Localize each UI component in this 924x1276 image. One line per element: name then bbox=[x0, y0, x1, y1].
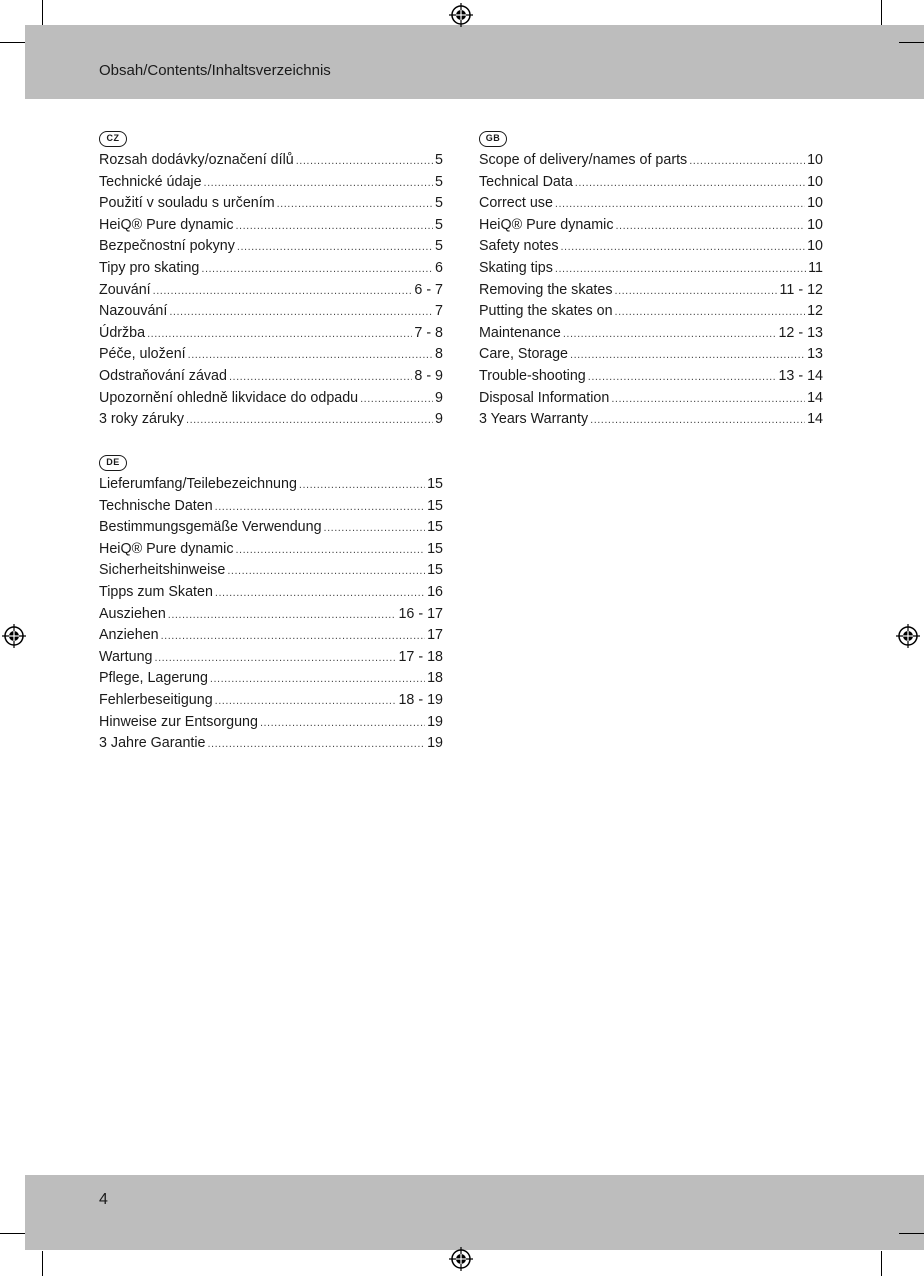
toc-leader-dots bbox=[570, 345, 805, 367]
toc-entry-title: 3 Years Warranty bbox=[479, 411, 589, 428]
toc-leader-dots bbox=[147, 324, 412, 346]
toc-entry-title: Wartung bbox=[99, 648, 153, 665]
toc-entry bbox=[99, 496, 443, 518]
crop-mark bbox=[42, 0, 43, 25]
toc-entry-page: 18 - 19 bbox=[398, 691, 443, 708]
toc-entry-page: 5 bbox=[435, 173, 443, 190]
toc-entry bbox=[99, 690, 443, 712]
toc-leader-dots bbox=[296, 151, 433, 173]
toc-entry-page: 5 bbox=[435, 152, 443, 168]
toc-entry-title: Technical Data bbox=[479, 173, 573, 190]
toc-entry-page: 8 - 9 bbox=[414, 367, 443, 384]
toc-entry-page: 10 bbox=[807, 216, 823, 233]
toc-leader-dots bbox=[169, 302, 433, 324]
toc-entry bbox=[99, 625, 443, 647]
toc-leader-dots bbox=[563, 324, 777, 346]
toc-entry bbox=[479, 409, 823, 431]
toc-leader-dots bbox=[215, 497, 425, 519]
toc-entry-title: Zouvání bbox=[99, 281, 151, 298]
toc-entry bbox=[479, 388, 823, 410]
toc-entry-title: Safety notes bbox=[479, 238, 559, 255]
footer-band bbox=[25, 1175, 924, 1250]
toc-entry bbox=[479, 280, 823, 302]
toc-entry bbox=[479, 301, 823, 323]
toc-entry-page: 7 - 8 bbox=[414, 324, 443, 341]
toc-entry-page: 11 - 12 bbox=[779, 281, 823, 298]
toc-entry-title: Removing the skates bbox=[479, 281, 613, 298]
page-number: 4 bbox=[99, 1191, 108, 1208]
page-title: Obsah/Contents/Inhaltsverzeichnis bbox=[99, 62, 331, 79]
toc-entry-title: Rozsah dodávky/označení dílů bbox=[99, 152, 294, 168]
toc-entry-page: 10 bbox=[807, 238, 823, 255]
toc-entry-title: HeiQ® Pure dynamic bbox=[99, 216, 234, 233]
registration-mark-icon bbox=[2, 624, 26, 648]
toc-entry-page: 15 bbox=[427, 562, 443, 579]
toc-entry bbox=[99, 344, 443, 366]
toc-entry-title: Correct use bbox=[479, 195, 553, 212]
toc-entry-title: Péče, uložení bbox=[99, 346, 186, 363]
toc-entry-title: 3 roky záruky bbox=[99, 411, 185, 428]
toc-entry-page: 19 bbox=[427, 735, 443, 752]
toc-entry-page: 8 bbox=[435, 346, 443, 363]
toc-entry-title: Maintenance bbox=[479, 324, 561, 341]
toc-leader-dots bbox=[555, 194, 805, 216]
toc-leader-dots bbox=[229, 367, 412, 389]
toc-entry-title: Care, Storage bbox=[479, 346, 569, 363]
language-badge-de: DE bbox=[99, 455, 127, 471]
toc-entry-page: 16 bbox=[427, 583, 443, 600]
toc-entry-title: Fehlerbeseitigung bbox=[99, 691, 213, 708]
toc-entry bbox=[99, 647, 443, 669]
toc-entry-title: Nazouvání bbox=[99, 303, 168, 320]
toc-entry bbox=[99, 301, 443, 323]
toc-leader-dots bbox=[236, 216, 434, 238]
toc-entry bbox=[99, 668, 443, 690]
toc-entry-page: 5 bbox=[435, 216, 443, 233]
toc-entry bbox=[479, 258, 823, 280]
toc-list bbox=[479, 150, 823, 431]
toc-leader-dots bbox=[324, 518, 426, 540]
toc-entry-page: 14 bbox=[807, 411, 823, 428]
toc-entry-title: Disposal Information bbox=[479, 389, 610, 406]
toc-entry bbox=[99, 258, 443, 280]
toc-entry-title: HeiQ® Pure dynamic bbox=[479, 216, 614, 233]
toc-leader-dots bbox=[186, 410, 433, 432]
toc-leader-dots bbox=[208, 734, 426, 756]
toc-entry-page: 17 bbox=[427, 627, 443, 644]
toc-entry bbox=[99, 560, 443, 582]
toc-entry-page: 16 - 17 bbox=[398, 605, 443, 622]
crop-mark bbox=[881, 0, 882, 25]
toc-entry-title: Trouble-shooting bbox=[479, 367, 586, 384]
crop-mark bbox=[42, 1251, 43, 1276]
toc-entry bbox=[99, 323, 443, 345]
toc-entry-page: 7 bbox=[435, 303, 443, 320]
toc-entry-page: 15 bbox=[427, 497, 443, 514]
toc-leader-dots bbox=[210, 669, 425, 691]
toc-leader-dots bbox=[277, 194, 433, 216]
crop-mark bbox=[0, 1233, 25, 1234]
toc-leader-dots bbox=[299, 475, 425, 497]
toc-leader-dots bbox=[168, 605, 397, 627]
toc-entry-page: 13 bbox=[807, 346, 823, 363]
toc-leader-dots bbox=[227, 561, 425, 583]
toc-entry bbox=[479, 150, 823, 172]
toc-entry-title: Pflege, Lagerung bbox=[99, 670, 208, 687]
toc-entry-page: 6 bbox=[435, 259, 443, 276]
toc-entry bbox=[99, 280, 443, 302]
toc-entry-page: 17 - 18 bbox=[398, 648, 443, 665]
toc-entry-title: Ausziehen bbox=[99, 605, 166, 622]
toc-entry-title: Bezpečnostní pokyny bbox=[99, 238, 235, 255]
toc-list bbox=[99, 474, 443, 755]
toc-entry bbox=[99, 733, 443, 755]
toc-entry bbox=[479, 323, 823, 345]
toc-leader-dots bbox=[215, 583, 425, 605]
toc-entry-page: 9 bbox=[435, 411, 443, 428]
toc-leader-dots bbox=[236, 540, 426, 562]
toc-entry-page: 12 - 13 bbox=[778, 324, 823, 341]
toc-entry-page: 5 bbox=[435, 238, 443, 255]
crop-mark bbox=[899, 1233, 924, 1234]
toc-entry-title: Anziehen bbox=[99, 627, 159, 644]
toc-entry-page: 15 bbox=[427, 476, 443, 492]
registration-mark-icon bbox=[896, 624, 920, 648]
toc-section-de bbox=[99, 452, 443, 755]
toc-leader-dots bbox=[360, 389, 433, 411]
toc-section-gb bbox=[479, 128, 823, 431]
toc-leader-dots bbox=[155, 648, 397, 670]
toc-section-cz bbox=[99, 128, 443, 431]
toc-leader-dots bbox=[689, 151, 805, 173]
toc-entry bbox=[99, 236, 443, 258]
toc-entry bbox=[99, 366, 443, 388]
toc-leader-dots bbox=[615, 302, 806, 324]
toc-leader-dots bbox=[260, 713, 425, 735]
toc-entry-title: Skating tips bbox=[479, 259, 553, 276]
toc-leader-dots bbox=[588, 367, 777, 389]
toc-entry bbox=[99, 474, 443, 496]
crop-mark bbox=[881, 1251, 882, 1276]
toc-entry bbox=[99, 388, 443, 410]
toc-entry-page: 10 bbox=[807, 152, 823, 168]
toc-entry-page: 11 bbox=[808, 259, 823, 276]
toc-entry bbox=[99, 604, 443, 626]
toc-leader-dots bbox=[188, 345, 433, 367]
toc-entry-title: Odstraňování závad bbox=[99, 367, 227, 384]
language-badge-gb: GB bbox=[479, 131, 507, 147]
toc-leader-dots bbox=[555, 259, 806, 281]
toc-entry-page: 5 bbox=[435, 195, 443, 212]
toc-entry-title: Scope of delivery/names of parts bbox=[479, 152, 688, 168]
toc-entry-page: 14 bbox=[807, 389, 823, 406]
toc-entry-page: 15 bbox=[427, 519, 443, 536]
toc-entry-page: 18 bbox=[427, 670, 443, 687]
toc-leader-dots bbox=[590, 410, 805, 432]
toc-entry bbox=[479, 366, 823, 388]
toc-leader-dots bbox=[204, 173, 434, 195]
toc-entry bbox=[99, 172, 443, 194]
toc-leader-dots bbox=[616, 216, 806, 238]
toc-entry bbox=[479, 193, 823, 215]
toc-entry bbox=[99, 215, 443, 237]
toc-entry-page: 10 bbox=[807, 173, 823, 190]
registration-mark-icon bbox=[449, 3, 473, 27]
registration-mark-icon bbox=[449, 1247, 473, 1271]
toc-entry bbox=[99, 150, 443, 172]
toc-leader-dots bbox=[161, 626, 425, 648]
toc-entry-page: 9 bbox=[435, 389, 443, 406]
toc-entry bbox=[479, 236, 823, 258]
toc-entry-page: 10 bbox=[807, 195, 823, 212]
toc-entry bbox=[99, 712, 443, 734]
toc-entry-page: 15 bbox=[427, 540, 443, 557]
toc-entry-title: Údržba bbox=[99, 324, 146, 341]
toc-leader-dots bbox=[615, 281, 778, 303]
toc-leader-dots bbox=[215, 691, 397, 713]
crop-mark bbox=[0, 42, 25, 43]
toc-entry-title: Hinweise zur Entsorgung bbox=[99, 713, 258, 730]
toc-leader-dots bbox=[153, 281, 413, 303]
toc-entry-title: Tipps zum Skaten bbox=[99, 583, 213, 600]
toc-leader-dots bbox=[611, 389, 805, 411]
toc-entry-title: HeiQ® Pure dynamic bbox=[99, 540, 234, 557]
crop-mark bbox=[899, 42, 924, 43]
toc-entry bbox=[99, 517, 443, 539]
toc-entry-page: 12 bbox=[807, 303, 823, 320]
toc-entry-title: Putting the skates on bbox=[479, 303, 613, 320]
toc-entry bbox=[99, 409, 443, 431]
toc-entry-title: Tipy pro skating bbox=[99, 259, 200, 276]
toc-entry bbox=[99, 539, 443, 561]
toc-entry-title: Bestimmungsgemäße Verwendung bbox=[99, 519, 322, 536]
toc-entry-title: Použití v souladu s určením bbox=[99, 195, 275, 212]
toc-entry bbox=[479, 344, 823, 366]
toc-list bbox=[99, 150, 443, 431]
toc-leader-dots bbox=[237, 237, 433, 259]
toc-entry bbox=[479, 215, 823, 237]
toc-entry-page: 13 - 14 bbox=[778, 367, 823, 384]
toc-entry-page: 6 - 7 bbox=[414, 281, 443, 298]
toc-entry-title: 3 Jahre Garantie bbox=[99, 735, 206, 752]
toc-leader-dots bbox=[575, 173, 805, 195]
toc-leader-dots bbox=[201, 259, 433, 281]
toc-entry bbox=[99, 193, 443, 215]
toc-entry-page: 19 bbox=[427, 713, 443, 730]
toc-leader-dots bbox=[560, 237, 805, 259]
toc-entry-title: Lieferumfang/Teilebezeichnung bbox=[99, 476, 297, 492]
toc-entry-title: Technische Daten bbox=[99, 497, 213, 514]
language-badge-cz: CZ bbox=[99, 131, 127, 147]
toc-entry bbox=[479, 172, 823, 194]
toc-entry-title: Technické údaje bbox=[99, 173, 202, 190]
toc-entry bbox=[99, 582, 443, 604]
toc-entry-title: Sicherheitshinweise bbox=[99, 562, 226, 579]
toc-entry-title: Upozornění ohledně likvidace do odpadu bbox=[99, 389, 359, 406]
